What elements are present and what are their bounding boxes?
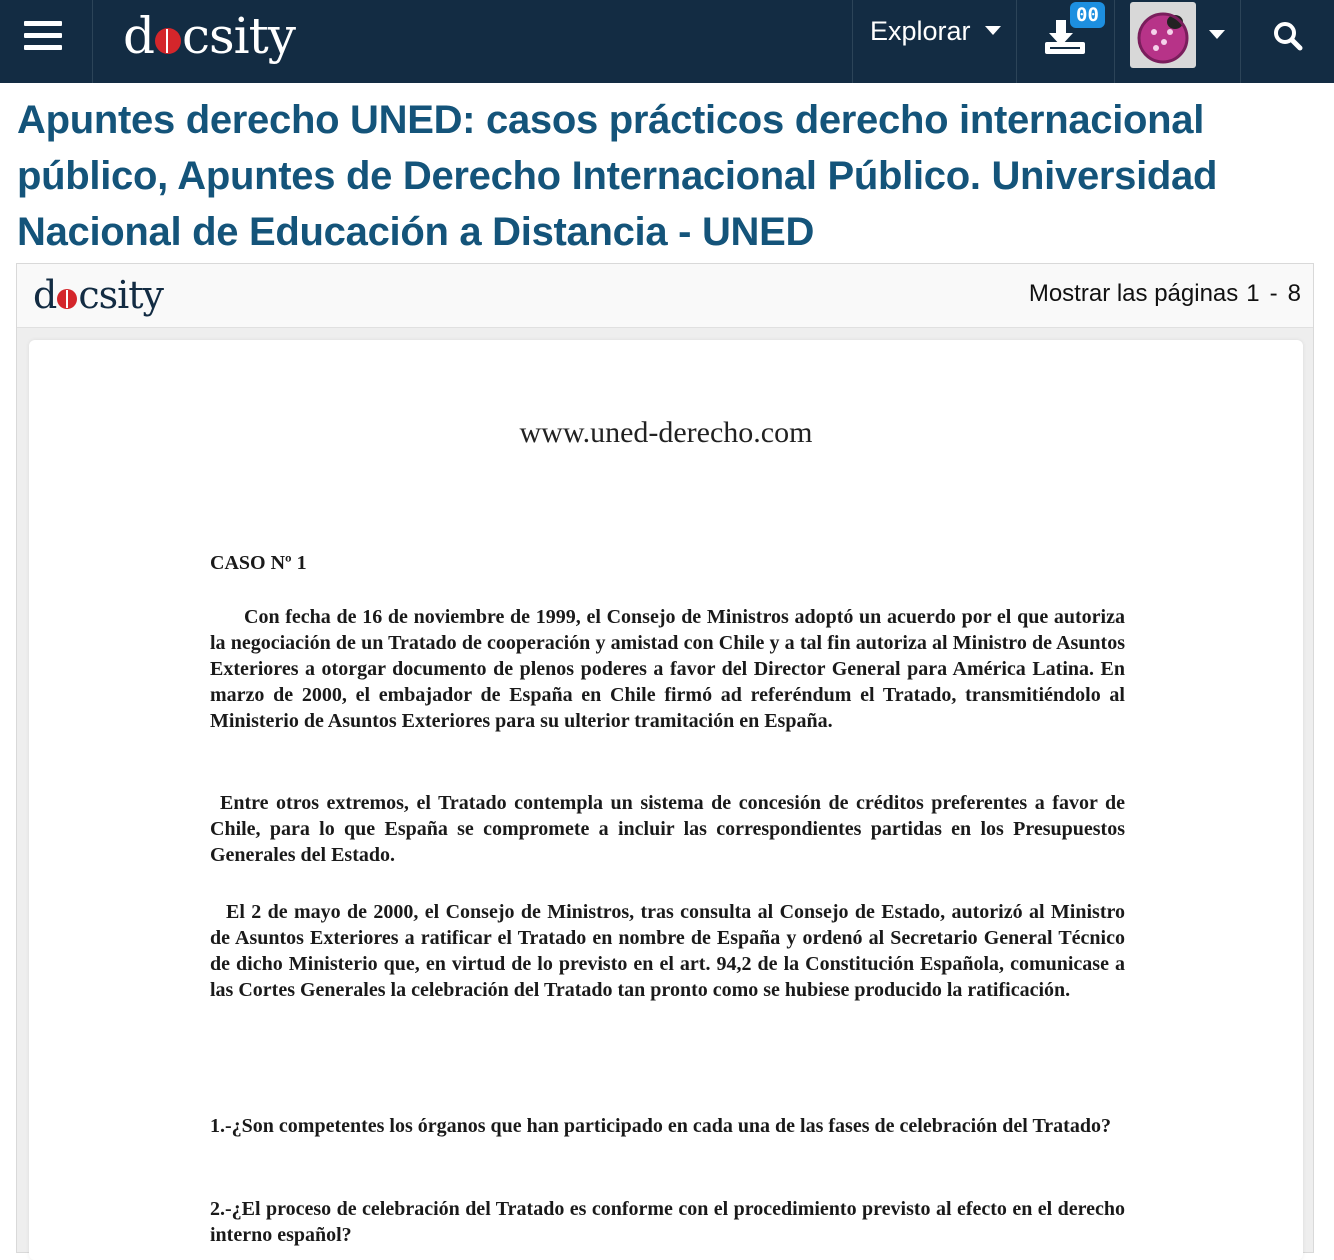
hamburger-icon[interactable] [24,21,62,51]
ladybug-avatar-icon [1130,2,1196,68]
divider [1114,0,1115,83]
case-heading: CASO Nº 1 [210,552,307,574]
document-viewer [16,263,1314,1253]
ladybug-icon [57,289,77,309]
page-end: 8 [1287,280,1301,307]
docsity-logo[interactable]: d csity [123,7,296,65]
question: 2.-¿El proceso de celebración del Tratado es conforme con el procedimiento previsto al efecto en el derecho interno español? [210,1198,1125,1246]
explore-label: Explorar [870,16,971,46]
search-icon [1270,18,1306,54]
page-range [1029,280,1301,308]
divider [1240,0,1241,83]
chevron-down-icon [985,26,1001,35]
site-url-header: www.uned-derecho.com [519,416,813,449]
paragraph: Entre otros extremos, el Tratado contempla un sistema de concesión de créditos preferentes a favor de Chile, para lo que España se compromete a incluir las correspondientes partidas en los Presupuestos Generales del Estado. [210,792,1125,866]
paragraph: El 2 de mayo de 2000, el Consejo de Ministros, tras consulta al Consejo de Estado, autorizó al Ministro de Asuntos Exteriores a ratificar el Tratado en nombre de España y ordenó al Secretario General Técnico de dicho Ministerio que, en virtud de lo previsto en el art. 94,2 de la Constitución Española, comunicase a las Cortes Generales la celebración del Tratado tan pronto como se hubiese producido la ratificación. [210,901,1125,1001]
divider [1016,0,1017,83]
pages-label: Mostrar las páginas [1028,280,1239,307]
top-navigation-bar [0,0,1334,83]
ladybug-icon [155,28,181,54]
paragraph: Con fecha de 16 de noviembre de 1999, el Consejo de Ministros adoptó un acuerdo por el que autoriza la negociación de un Tratado de cooperación y amistad con Chile y a tal fin autoriza al Ministro de Asuntos Exteriores a otorgar documento de plenos poderes a favor del Director General para América Latina. En marzo de 2000, el embajador de España en Chile firmó ad referéndum el Tratado, transmitiéndolo al Ministerio de Asuntos Exteriores para su ulterior tramitación en España. [210,606,1125,732]
question: 1.-¿Son competentes los órganos que han participado en cada una de las fases de celebración del Tratado? [210,1115,1111,1137]
viewer-header [17,264,1313,328]
download-count-badge: 00 [1070,2,1105,28]
user-avatar[interactable] [1130,2,1196,68]
divider [92,0,93,83]
viewer-docsity-logo: d csity [33,273,164,317]
search-button[interactable] [1270,18,1306,54]
chevron-down-icon[interactable] [1209,30,1225,39]
document-page [29,340,1303,1260]
page-start: 1 [1246,280,1260,307]
divider [852,0,853,83]
page-separator: - [1269,280,1278,307]
explore-menu-button[interactable] [870,16,1001,52]
page-title: Apuntes derecho UNED: casos prácticos derecho internacional público, Apuntes de Derecho Internacional Público. Universidad Nacional de Educación a Distancia - UNED [17,98,1218,254]
